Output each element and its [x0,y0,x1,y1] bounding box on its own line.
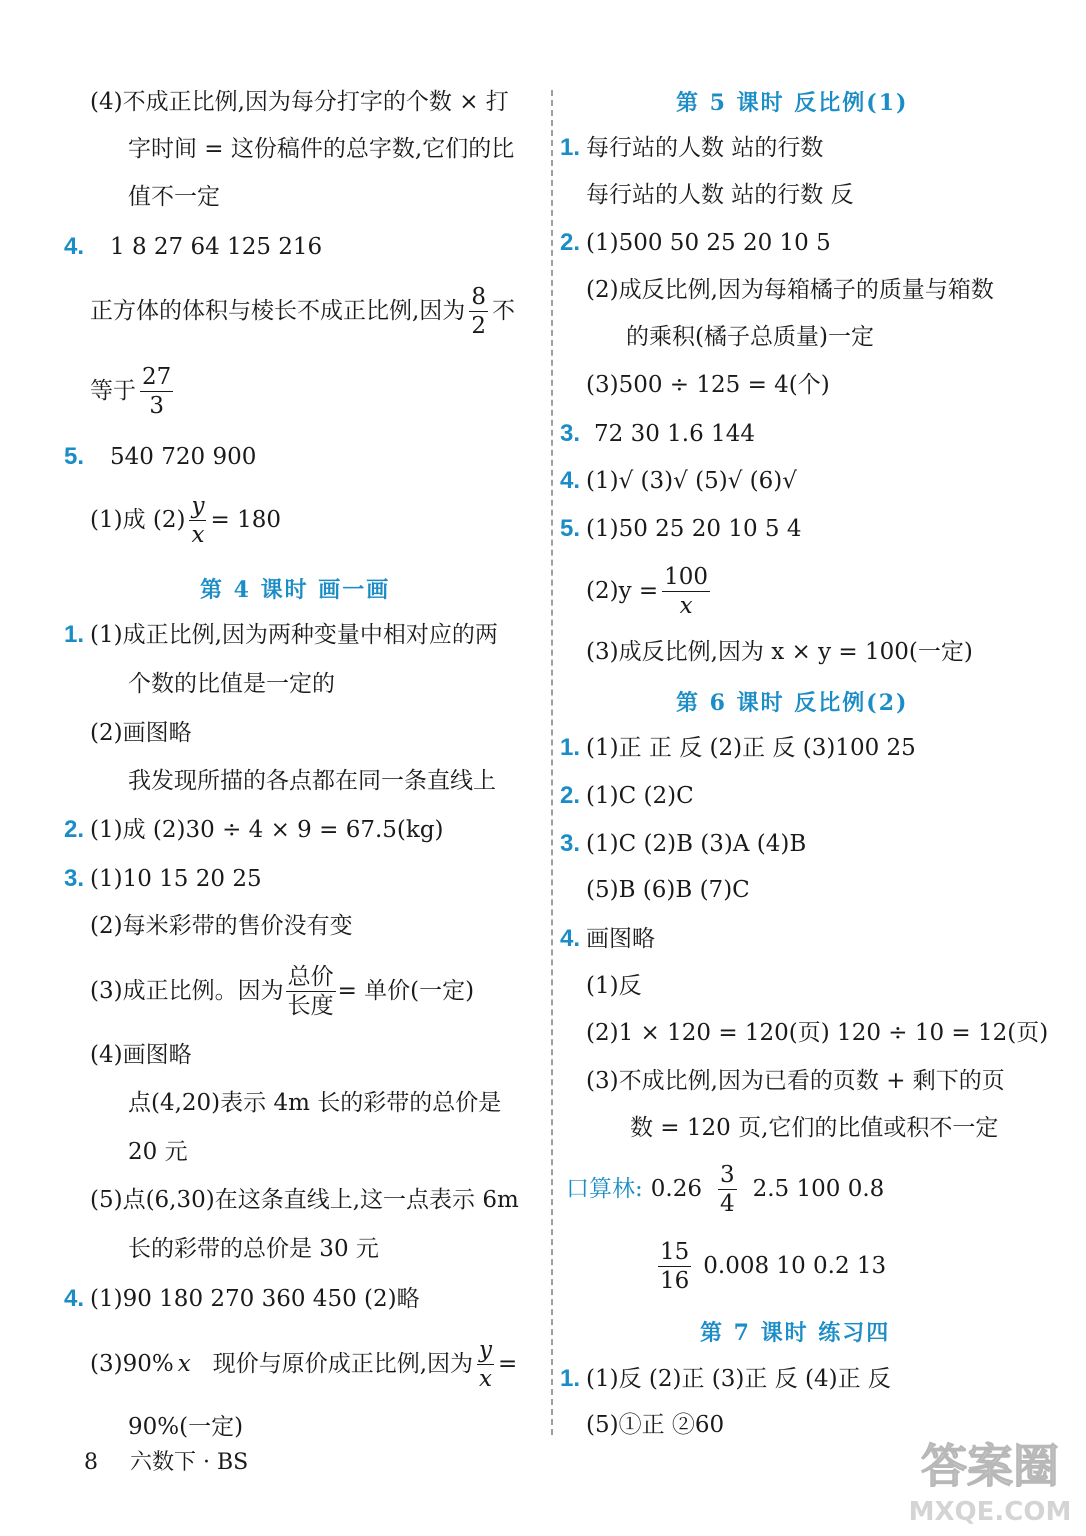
answer-text: (1)成 (2) [90,507,186,534]
answer-text: 0.26 [650,1176,702,1203]
question-number: 3. [560,420,581,447]
question-number: 4. [560,467,581,494]
question-number: 4. [64,233,85,260]
answer-text: (1)C (2)C [586,783,694,809]
denominator: x [679,593,693,620]
answer-line: 值不一定 [128,184,220,210]
answer-line [90,965,474,1018]
denominator: 长度 [287,993,334,1020]
book-label: 六数下 · BS [130,1450,249,1475]
answer-line [586,565,714,618]
question-1 [560,136,823,160]
answer-line: (5)点(6,30)在这条直线上,这一点表示 6m [90,1187,519,1213]
answer-text: 正方体的体积与棱长不成正比例,因为 [90,298,466,325]
answer-text: 每行站的人数 站的行数 [586,135,824,161]
answer-text: = [498,1351,518,1378]
question-4 [64,235,322,259]
answer-line: (2)1 × 120 = 120(页) 120 ÷ 10 = 12(页) [586,1020,1049,1046]
answer-line: 每行站的人数 站的行数 反 [586,182,854,208]
answer-line [90,285,515,338]
answer-text: 2.5 100 0.8 [752,1176,885,1203]
answer-text: 72 30 1.6 144 [594,421,755,447]
question-3 [560,832,806,856]
question-2 [560,784,694,808]
section-title: 第 4 课时 画一画 [200,577,391,603]
numerator: y [189,494,206,521]
mental-math-row [658,1240,886,1293]
answer-line [90,365,177,418]
section-title: 第 5 课时 反比例(1) [676,90,909,116]
answer-text: = 单价(一定) [337,978,475,1005]
page-number: 8 [84,1450,98,1475]
answer-line: (1)反 [586,973,642,999]
numerator: 27 [140,365,173,392]
answer-text: (1)反 (2)正 (3)正 反 (4)正 反 [586,1366,891,1392]
question-number: 1. [64,621,85,648]
answer-line: (2)画图略 [90,720,192,746]
denominator: 3 [149,393,164,420]
question-number: 3. [560,830,581,857]
answer-text: (1)成正比例,因为两种变量中相对应的两 [90,622,498,648]
question-number: 2. [64,816,85,843]
numerator: y [477,1338,494,1365]
watermark-small-text: MXQE.COM [908,1497,1072,1527]
numerator: 3 [718,1163,737,1190]
answer-line: 的乘积(橘子总质量)一定 [626,324,874,350]
denominator: 2 [471,313,486,340]
fraction [662,565,710,618]
answer-line: (3)500 ÷ 125 = 4(个) [586,372,830,398]
section-title: 第 7 课时 练习四 [700,1320,891,1346]
answer-line: (5)B (6)B (7)C [586,877,750,903]
answer-text: (1)成 (2)30 ÷ 4 × 9 = 67.5(kg) [90,817,444,843]
question-3 [64,867,262,891]
numerator: 8 [469,285,488,312]
denominator: x [191,522,205,549]
answer-text: (3)90% [90,1351,174,1378]
question-number: 3. [64,865,85,892]
question-number: 4. [64,1285,85,1312]
answer-values: 1 8 27 64 125 216 [110,234,323,260]
question-number: 1. [560,1365,581,1392]
column-divider [551,90,553,1435]
answer-text: (1)正 正 反 (2)正 反 (3)100 25 [586,735,916,761]
answer-text: (1)C (2)B (3)A (4)B [586,831,807,857]
answer-line: 90%(一定) [128,1414,244,1440]
question-2 [64,818,444,842]
question-1 [64,623,498,647]
answer-line: (5)①正 ②60 [586,1412,725,1438]
numerator: 15 [658,1240,691,1267]
watermark-logo [900,1420,1080,1530]
answer-line: (2)每米彩带的售价没有变 [90,913,353,939]
answer-line: 20 元 [128,1139,188,1165]
answer-line: (3)成反比例,因为 x × y = 100(一定) [586,639,973,665]
answer-text: (3)成正比例。因为 [90,978,284,1005]
answer-text: (2)y = [586,578,659,605]
fraction [469,285,488,338]
answer-text: 不 [491,298,515,325]
question-1 [560,736,916,760]
answer-line: 字时间 = 这份稿件的总字数,它们的比 [128,136,515,162]
question-4 [560,469,797,493]
denominator: 16 [660,1268,690,1295]
question-number: 2. [560,782,581,809]
question-1 [560,1367,891,1391]
answer-line [90,494,281,547]
variable: x [177,1351,191,1378]
fraction [140,365,173,418]
answer-line: (4)不成正比例,因为每分打字的个数 × 打 [90,89,509,115]
answer-line: 我发现所描的各点都在同一条直线上 [128,768,496,794]
answer-line: 长的彩带的总价是 30 元 [128,1236,379,1262]
question-4 [64,1287,420,1311]
mental-math-row [566,1163,884,1216]
answer-line: (3)不成比例,因为已看的页数 + 剩下的页 [586,1068,1005,1094]
answer-text: (1)90 180 270 360 450 (2)略 [90,1286,420,1312]
answer-text: 等于 [90,378,136,405]
answer-line: 个数的比值是一定的 [128,671,335,697]
question-number: 1. [560,734,581,761]
answer-line: (4)画图略 [90,1042,192,1068]
question-4 [560,927,655,951]
answer-line: 点(4,20)表示 4m 长的彩带的总价是 [128,1090,502,1116]
question-number: 1. [560,134,581,161]
numerator: 总价 [286,965,336,992]
answer-line [90,1338,517,1391]
answer-text: (1)√ (3)√ (5)√ (6)√ [586,468,797,494]
answer-text: 0.008 10 0.2 13 [703,1253,887,1280]
fraction [286,965,336,1018]
question-number: 5. [560,515,581,542]
answer-text: (1)10 15 20 25 [90,866,262,892]
question-number: 2. [560,229,581,256]
watermark-big-text: 答案圈 [921,1439,1059,1493]
fraction [658,1240,691,1293]
denominator: x [479,1366,492,1393]
fraction [189,494,206,547]
answer-line: 数 = 120 页,它们的比值或积不一定 [630,1115,999,1141]
fraction [718,1163,737,1216]
question-number: 4. [560,925,581,952]
answer-text: 现价与原价成正比例,因为 [212,1351,473,1378]
question-3 [560,422,755,446]
numerator: 100 [662,565,710,592]
section-title: 第 6 课时 反比例(2) [676,690,909,716]
answer-values: 540 720 900 [110,444,257,470]
answer-text: (1)500 50 25 20 10 5 [586,230,831,256]
watermark-graphic [900,1420,1080,1530]
mental-math-label: 口算林: [566,1176,643,1203]
answer-line: (2)成反比例,因为每箱橘子的质量与箱数 [586,277,994,303]
fraction [477,1338,494,1391]
question-number: 5. [64,443,85,470]
answer-text: (1)50 25 20 10 5 4 [586,516,802,542]
answer-text: 画图略 [586,926,656,952]
question-5 [64,445,256,469]
question-5 [560,517,801,541]
denominator: 4 [719,1191,735,1218]
question-2 [560,231,831,255]
answer-text: = 180 [210,507,281,534]
